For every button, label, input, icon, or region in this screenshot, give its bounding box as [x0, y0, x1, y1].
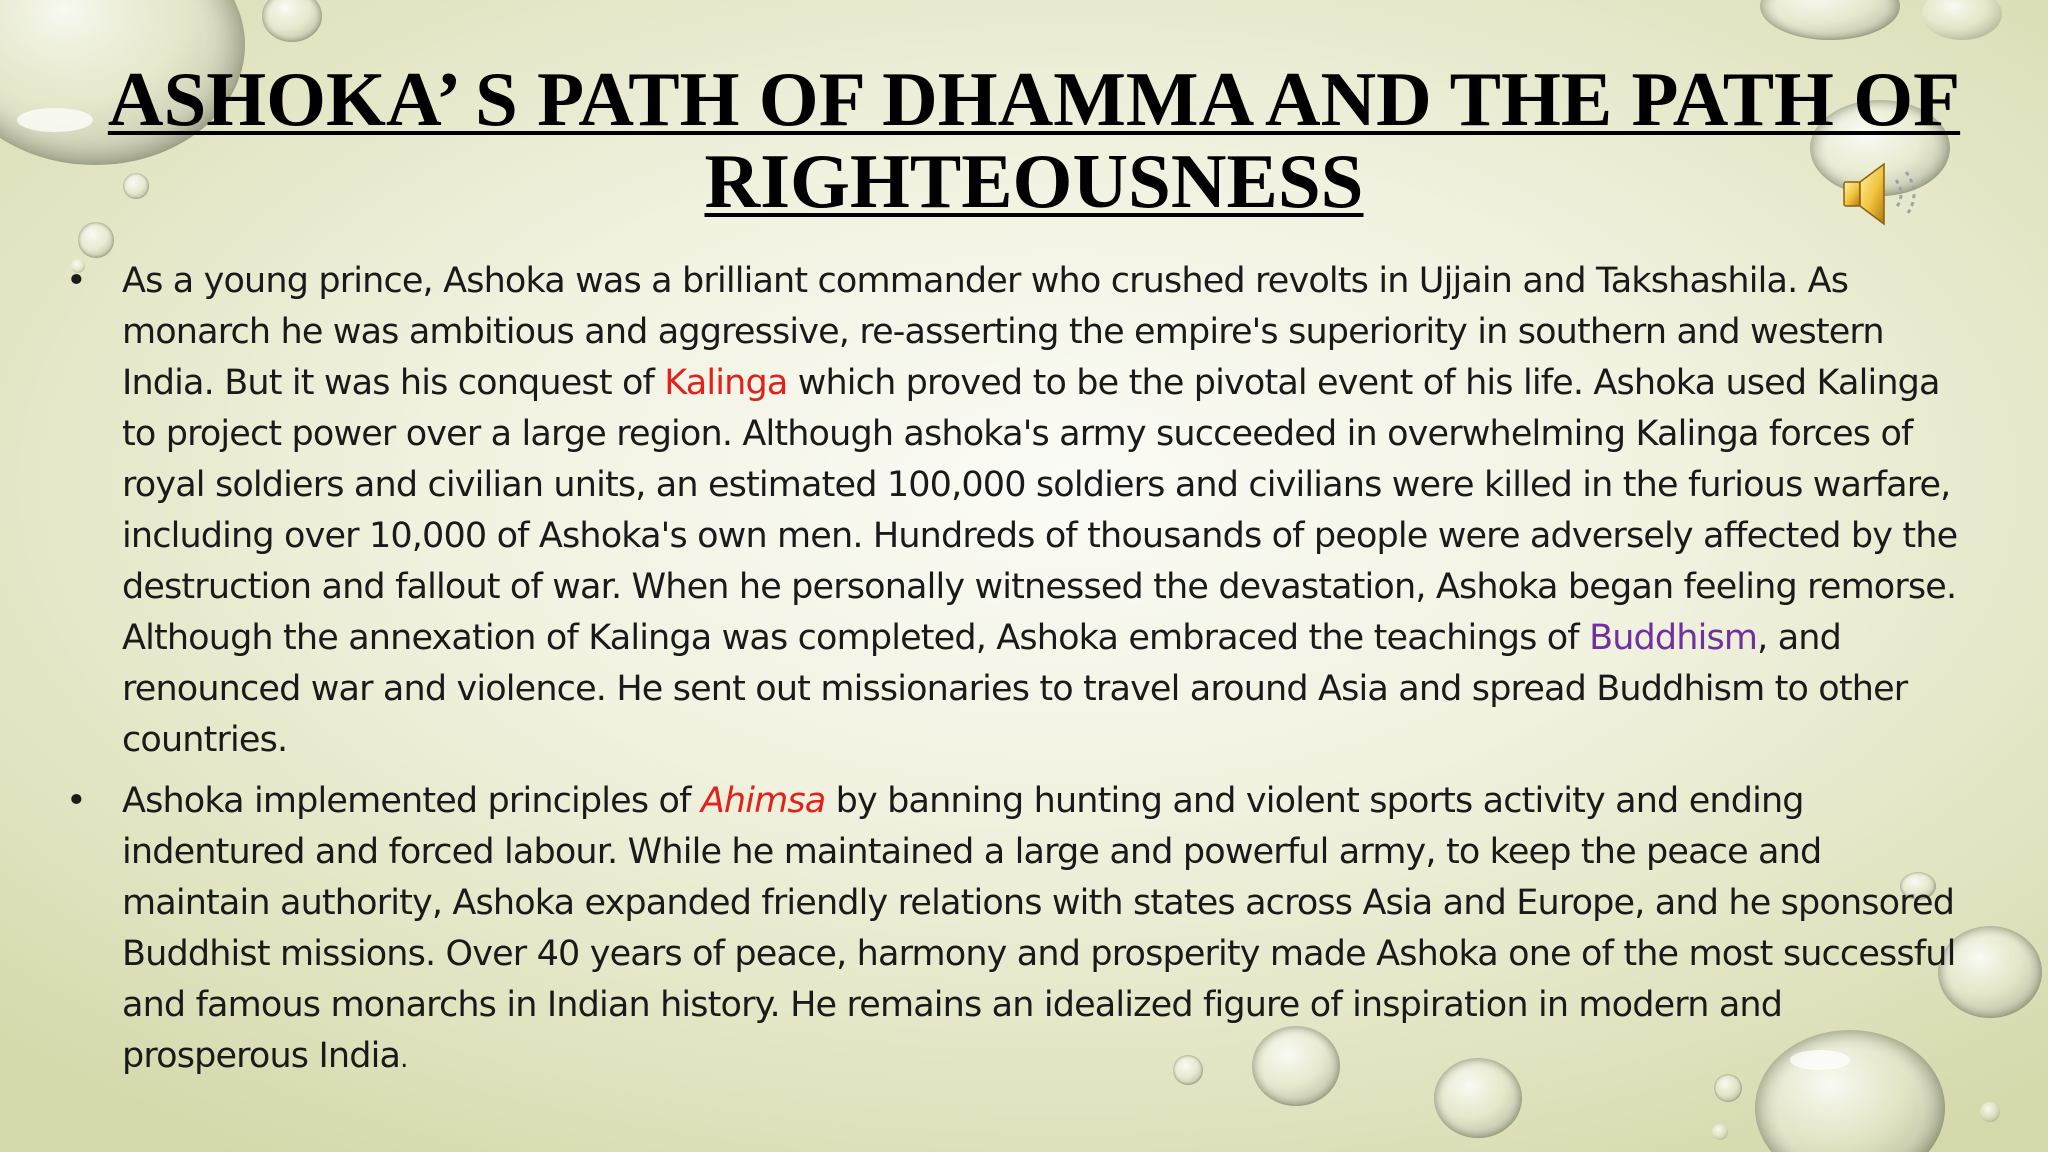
bullet-1-text-after: , and renounced war and violence. He sent out missionaries to travel around Asia and spread Buddhism to other countries.: [122, 618, 1908, 760]
bullet-2-text-after: by banning hunting and violent sports activity and ending indentured and forced labour. While he maintained a large and powerful army, to keep the peace and maintain authority, Ashoka expanded friendly relations with states across Asia and Europe, and he sponsored Buddhist missions. Over 40 years of peace, harmony and prosperity made Ashoka one of the most successful and famous monarchs in Indian history. He remains an idealized figure of inspiration in modern and prosperous India: [122, 781, 1956, 1076]
drop: [1760, 0, 1900, 40]
speaker-icon[interactable]: [1836, 158, 1928, 230]
drop: [1922, 0, 2002, 40]
title-line-2: RIGHTEOUSNESS: [704, 138, 1364, 224]
bullet-marker: •: [66, 261, 86, 301]
bullet-2-end: .: [400, 1044, 408, 1074]
drop: [78, 222, 114, 258]
slide-title: [60, 58, 2008, 222]
bullet-1-text-middle: which proved to be the pivotal event of his life. Ashoka used Kalinga to project power over a large region. Although ashoka's army succeeded in overwhelming Kalinga forces of royal soldiers and civilian units, an estimated 100,000 soldiers and civilians were killed in the furious warfare, including over 10,000 of Ashoka's own men. Hundreds of thousands of people were adversely affected by the destruction and fallout of war. When he personally witnessed the devastation, Ashoka began feeling remorse. Although the annexation of Kalinga was completed, Ashoka embraced the teachings of: [122, 363, 1958, 658]
drop: [1980, 1102, 2000, 1122]
list-item: [62, 776, 1972, 1085]
highlight-ahimsa: Ahimsa: [700, 781, 826, 821]
highlight-buddhism: Buddhism: [1589, 618, 1758, 658]
bullet-list: [62, 256, 1972, 1095]
list-item: [62, 256, 1972, 766]
highlight-kalinga: Kalinga: [664, 363, 788, 403]
bullet-1-text-before: As a young prince, Ashoka was a brilliant commander who crushed revolts in Ujjain and Takshashila. As monarch he was ambitious and aggressive, re-asserting the empire's superiority in southern and western India. But it was his conquest of: [122, 261, 1884, 403]
bullet-marker: •: [66, 781, 86, 821]
drop: [262, 0, 322, 42]
drop: [1712, 1124, 1728, 1140]
title-line-1: ASHOKA’ S PATH OF DHAMMA AND THE PATH OF: [107, 56, 1961, 142]
bullet-2-text-before: Ashoka implemented principles of: [122, 781, 701, 821]
